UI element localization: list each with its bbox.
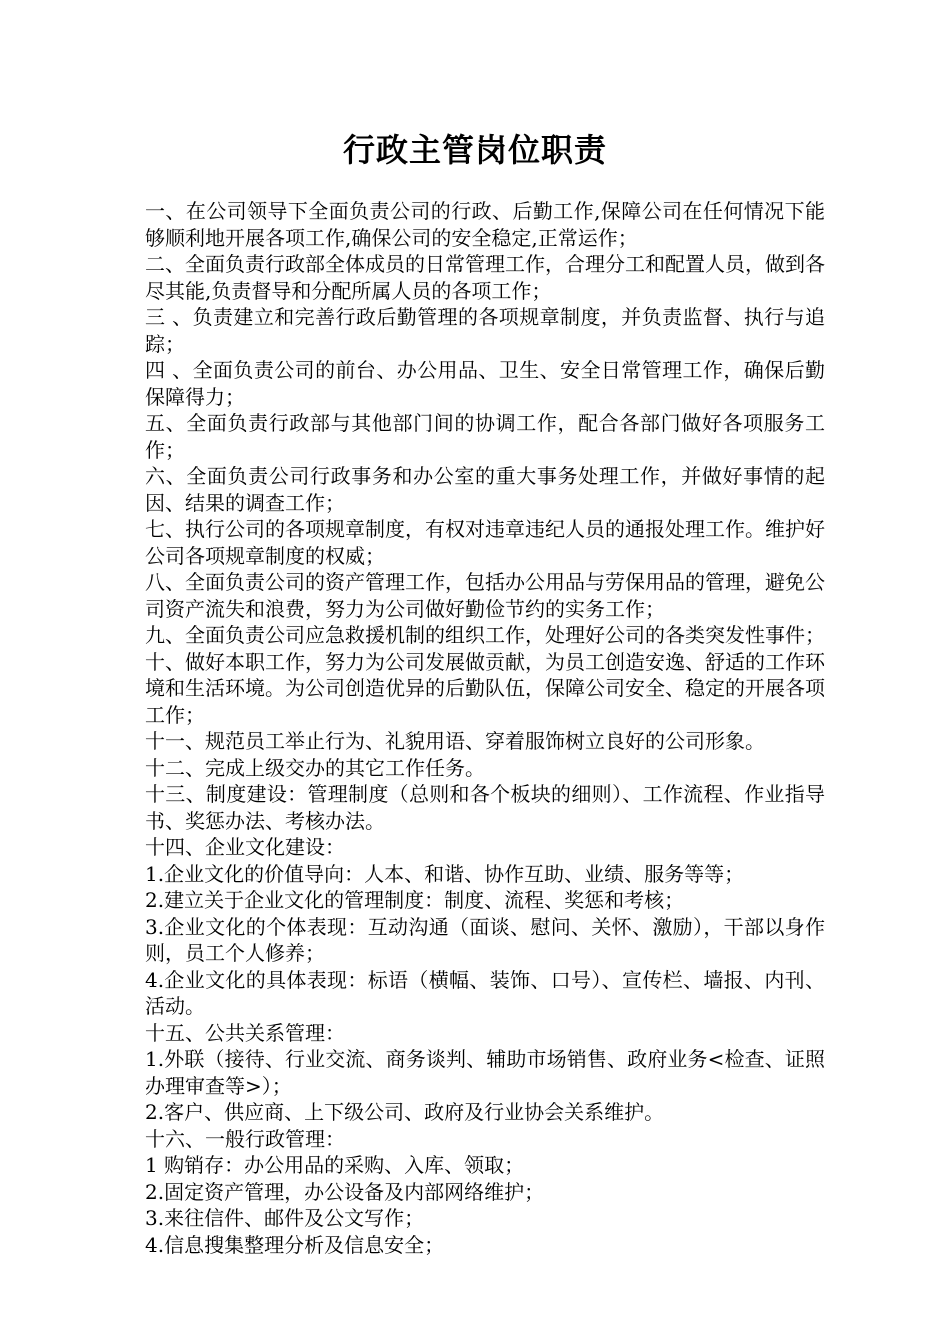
document-body: [145, 198, 825, 1258]
paragraph-10: 十、做好本职工作，努力为公司发展做贡献，为员工创造安逸、舒适的工作环境和生活环境。为公司创造优异的后勤队伍，保障公司安全、稳定的开展各项工作；: [145, 649, 825, 727]
paragraph-9: 九、全面负责公司应急救援机制的组织工作，处理好公司的各类突发性事件；: [145, 623, 825, 647]
list-item: 3.来往信件、邮件及公文写作；: [145, 1206, 425, 1230]
section-heading-15: 十五、公共关系管理：: [145, 1020, 345, 1045]
paragraph-1: 一、在公司领导下全面负责公司的行政、后勤工作,保障公司在任何情况下能够顺利地开展各项工作,确保公司的安全稳定,正常运作；: [145, 199, 825, 250]
paragraph-12: 十二、完成上级交办的其它工作任务。: [145, 755, 485, 780]
list-item: 4.企业文化的具体表现：标语（横幅、装饰、口号）、宣传栏、墙报、内刊、活动。: [145, 967, 825, 1018]
paragraph-5: 五、全面负责行政部与其他部门间的协调工作，配合各部门做好各项服务工作；: [145, 411, 825, 462]
list-item: 2.建立关于企业文化的管理制度：制度、流程、奖惩和考核；: [145, 888, 685, 912]
list-item: 2.固定资产管理，办公设备及内部网络维护；: [145, 1179, 545, 1204]
list-item: 4.信息搜集整理分析及信息安全；: [145, 1232, 445, 1257]
paragraph-8: 八、全面负责公司的资产管理工作，包括办公用品与劳保用品的管理，避免公司资产流失和浪费，努力为公司做好勤俭节约的实务工作；: [145, 570, 825, 621]
paragraph-11: 十一、规范员工举止行为、礼貌用语、穿着服饰树立良好的公司形象。: [145, 729, 765, 753]
list-item: 1 购销存：办公用品的采购、入库、领取；: [145, 1153, 525, 1177]
paragraph-2: 二、全面负责行政部全体成员的日常管理工作，合理分工和配置人员，做到各尽其能,负责督导和分配所属人员的各项工作；: [145, 252, 825, 303]
section-heading-14: 十四、企业文化建设：: [145, 835, 345, 859]
list-item: 1.企业文化的价值导向：人本、和谐、协作互助、业绩、服务等等；: [145, 861, 745, 886]
paragraph-6: 六、全面负责公司行政事务和办公室的重大事务处理工作，并做好事情的起因、结果的调查工作；: [145, 464, 825, 515]
paragraph-7: 七、执行公司的各项规章制度，有权对违章违纪人员的通报处理工作。维护好公司各项规章制度的权威；: [145, 517, 825, 568]
paragraph-13: 十三、制度建设：管理制度（总则和各个板块的细则）、工作流程、作业指导书、奖惩办法、考核办法。: [145, 782, 825, 833]
paragraph-3: 三 、负责建立和完善行政后勤管理的各项规章制度，并负责监督、执行与追踪；: [145, 305, 825, 356]
list-item: 2.客户、供应商、上下级公司、政府及行业协会关系维护。: [145, 1100, 665, 1124]
section-heading-16: 十六、一般行政管理：: [145, 1126, 345, 1151]
paragraph-4: 四 、全面负责公司的前台、办公用品、卫生、安全日常管理工作，确保后勤保障得力；: [145, 358, 825, 409]
document-title: 行政主管岗位职责: [342, 131, 607, 169]
list-item: 3.企业文化的个体表现：互动沟通（面谈、慰问、关怀、激励），干部以身作则，员工个人修养；: [145, 914, 825, 965]
list-item: 1.外联（接待、行业交流、商务谈判、辅助市场销售、政府业务<检查、证照办理审查等>）；: [145, 1047, 825, 1098]
